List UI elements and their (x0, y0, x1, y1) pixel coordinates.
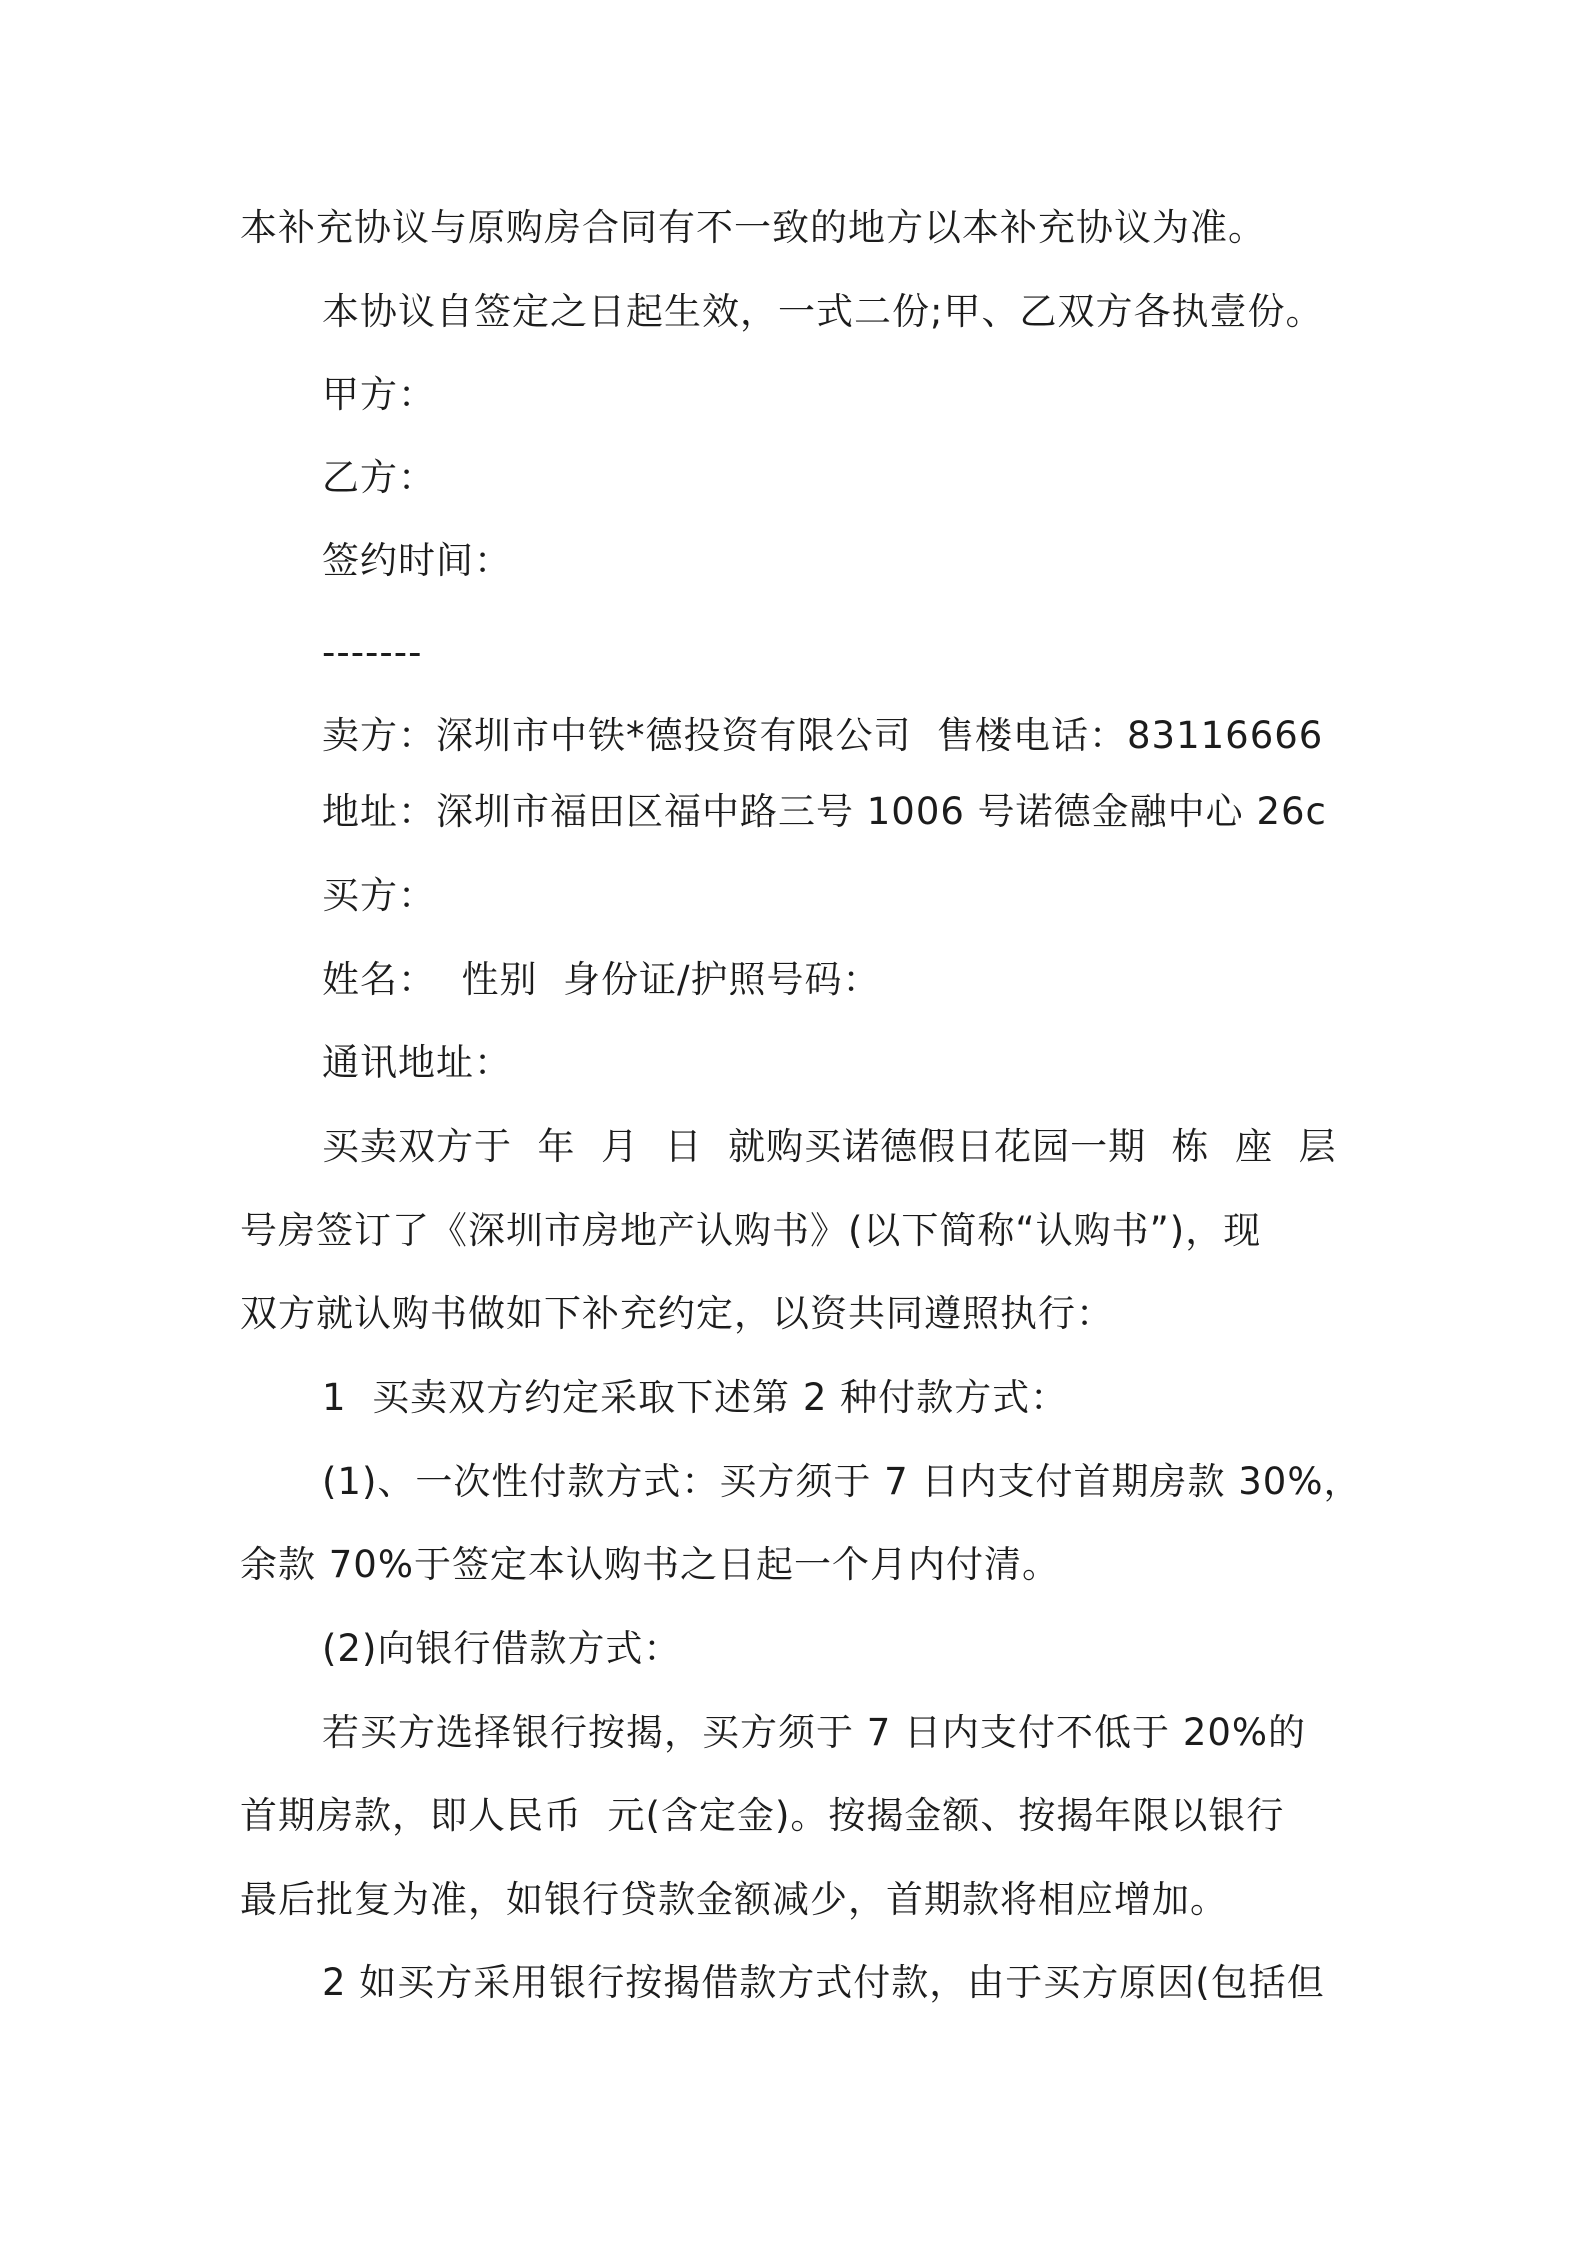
paragraph-line: (1)、一次性付款方式：买方须于 7 日内支付首期房款 30%， (322, 1460, 1362, 1503)
paragraph-line: 2 如买方采用银行按揭借款方式付款，由于买方原因(包括但 (322, 1961, 1325, 2004)
paragraph-line: 本协议自签定之日起生效，一式二份;甲、乙双方各执壹份。 (322, 290, 1324, 333)
seller-address: 地址：深圳市福田区福中路三号 1006 号诺德金融中心 26c (322, 790, 1327, 833)
signing-date-label: 签约时间： (322, 539, 512, 582)
buyer-label: 买方： (322, 874, 436, 917)
paragraph-line: 本补充协议与原购房合同有不一致的地方以本补充协议为准。 (240, 206, 1266, 249)
buyer-address-label: 通讯地址： (322, 1041, 512, 1084)
paragraph-line: 若买方选择银行按揭，买方须于 7 日内支付不低于 20%的 (322, 1711, 1307, 1754)
paragraph-line: 最后批复为准，如银行贷款金额减少，首期款将相应增加。 (240, 1878, 1228, 1921)
paragraph-line: 首期房款，即人民币 元(含定金)。按揭金额、按揭年限以银行 (240, 1794, 1285, 1837)
party-a-label: 甲方： (322, 373, 436, 416)
sub-clause-heading: (2)向银行借款方式： (322, 1627, 682, 1670)
separator-dashes: ------- (322, 631, 423, 674)
paragraph-line: 买卖双方于 年 月 日 就购买诺德假日花园一期 栋 座 层 (322, 1125, 1337, 1168)
buyer-name-fields: 姓名： 性别 身份证/护照号码： (322, 958, 881, 1001)
seller-info: 卖方：深圳市中铁*德投资有限公司 售楼电话：83116666 (322, 714, 1324, 757)
paragraph-line: 号房签订了《深圳市房地产认购书》(以下简称“认购书”)，现 (240, 1209, 1262, 1252)
paragraph-line: 双方就认购书做如下补充约定，以资共同遵照执行： (240, 1292, 1114, 1335)
paragraph-line: 余款 70%于签定本认购书之日起一个月内付清。 (240, 1543, 1060, 1586)
clause-heading: 1 买卖双方约定采取下述第 2 种付款方式： (322, 1376, 1069, 1419)
party-b-label: 乙方： (322, 456, 436, 499)
